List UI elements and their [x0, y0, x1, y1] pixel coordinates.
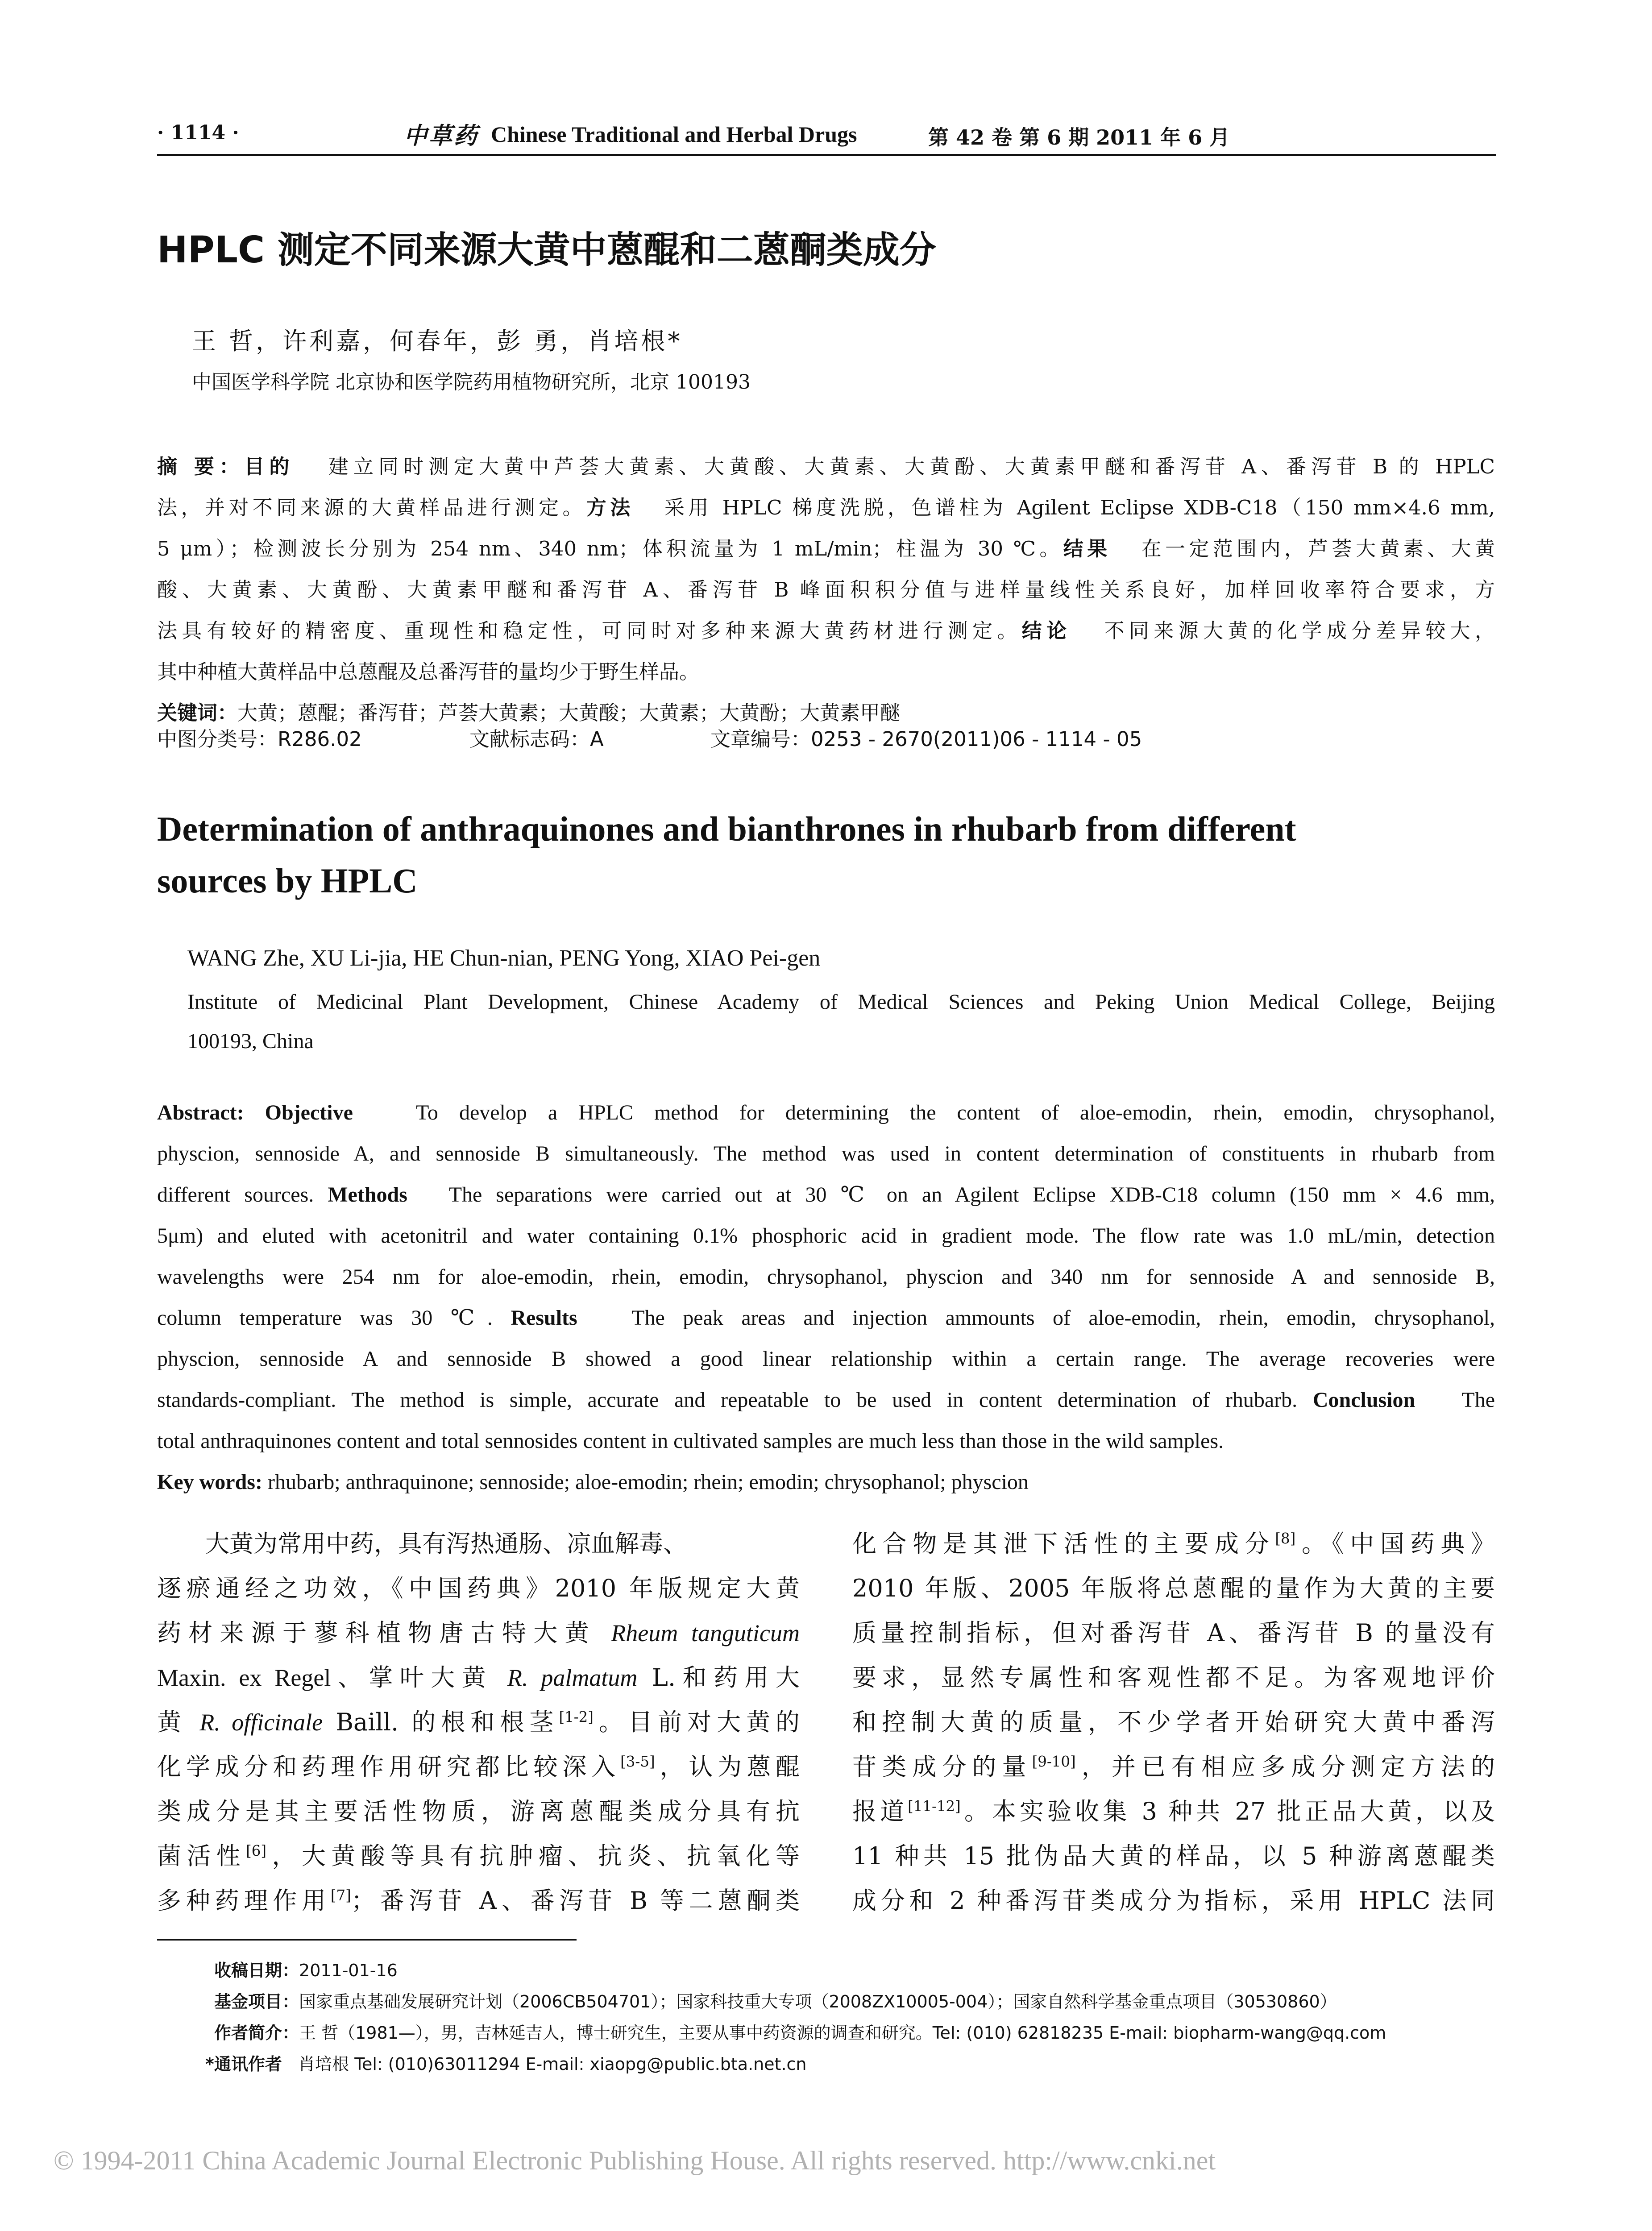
body-line: ，并已有相应多成分测定方法的 — [1075, 1753, 1495, 1781]
body-line: ；番泻苷 A、番泻苷 B 等二蒽酮类 — [351, 1887, 800, 1915]
body-line: 成分和 2 种番泻苷类成分为指标，采用 HPLC 法同 — [852, 1887, 1495, 1915]
body-line: 黄 — [157, 1708, 187, 1736]
clc-number: 中图分类号：R286.02 — [157, 727, 362, 751]
abstract-cn-line: 5 μm）；检测波长分别为 254 nm、340 nm；体积流量为 1 mL/min；柱温为 30 ℃。 — [157, 537, 1063, 560]
footnote-rule — [157, 1939, 577, 1941]
footnote-label: *通讯作者 — [205, 2054, 282, 2074]
keywords-en: rhubarb; anthraquinone; sennoside; aloe-emodin; rhein; emodin; chrysophanol; physcion — [267, 1470, 1029, 1494]
keywords-cn-label: 关键词： — [157, 701, 238, 725]
authors-en: WANG Zhe, XU Li-jia, HE Chun-nian, PENG Yong, XIAO Pei-gen — [187, 945, 821, 971]
article-number: 文章编号：0253 - 2670(2011)06 - 1114 - 05 — [710, 727, 1142, 751]
copyright-notice: © 1994-2011 China Academic Journal Electronic Publishing House. All rights reserved. http://www.cnki.net — [54, 2146, 1216, 2175]
body-line: 11 种共 15 批伪品大黄的样品，以 5 种游离蒽醌类 — [852, 1842, 1495, 1870]
abstract-cn-line: 法，并对不同来源的大黄样品进行测定。 — [157, 496, 586, 519]
reference-citation: [3-5] — [620, 1753, 655, 1770]
fund-text: 国家重点基础发展研究计划（2006CB504701）；国家科技重大专项（2008ZX10005-004）；国家自然科学基金重点项目（30530860） — [299, 1992, 1337, 2011]
body-line: 化合物是其泄下活性的主要成分 — [852, 1530, 1275, 1558]
document-code: 文献标志码：A — [469, 727, 604, 751]
abstract-en-line: 5μm) and eluted with acetonitril and water containing 0.1% phosphoric acid in gradient mode. The flow rate was 1.0 mL/min, detection — [157, 1224, 1495, 1248]
abstract-en-line: The peak areas and injection ammounts of aloe-emodin, rhein, emodin, chrysophanol, — [631, 1306, 1495, 1330]
species-name: R. palmatum — [507, 1664, 638, 1691]
body-line: 。本实验收集 3 种共 27 批正品大黄，以及 — [960, 1797, 1495, 1825]
abstract-cn-line: 不同来源大黄的化学成分差异较大， — [1104, 619, 1495, 643]
body-line: 。《中国药典》 — [1295, 1530, 1495, 1558]
abstract-cn-line: 其中种植大黄样品中总蒽醌及总番泻苷的量均少于野生样品。 — [157, 660, 700, 684]
abstract-cn-line: 酸、大黄素、大黄酚、大黄素甲醚和番泻苷 A、番泻苷 B 峰面积积分值与进样量线性关系良好，加样回收率符合要求，方 — [157, 578, 1495, 601]
reference-citation: [9-10] — [1032, 1753, 1076, 1770]
article-title-cn: HPLC 测定不同来源大黄中蒽醌和二蒽酮类成分 — [157, 229, 936, 271]
abstract-cn-line: 在一定范围内，芦荟大黄素、大黄 — [1141, 537, 1495, 560]
abstract-cn — [157, 446, 1495, 734]
affiliation-en-line: Institute of Medicinal Plant Development, Chinese Academy of Medical Sciences and Peking Union Medical College, Beijing — [187, 990, 1495, 1014]
abstract-en-line: column temperature was 30 ℃. — [157, 1306, 493, 1330]
article-title-en — [157, 803, 1491, 907]
conclusion-label-cn: 结论 — [1021, 619, 1071, 643]
reference-citation: [1-2] — [559, 1708, 594, 1725]
species-name: R. officinale — [199, 1709, 323, 1736]
species-name: Rheum tanguticum — [611, 1620, 800, 1646]
methods-label-en: Methods — [328, 1183, 407, 1207]
affiliation-en-line: 100193, China — [187, 1029, 314, 1053]
body-line: L.和药用大 — [652, 1663, 800, 1692]
abstract-en-line: standards-compliant. The method is simple, accurate and repeatable to be used in content determination of rhubarb. — [157, 1388, 1298, 1412]
body-line: 大黄为常用中药，具有泻热通肠、凉血解毒、 — [205, 1530, 687, 1558]
body-line: 化学成分和药理作用研究都比较深入 — [157, 1753, 621, 1781]
received-date: 2011-01-16 — [299, 1961, 398, 1980]
corresponding-author: 肖培根 Tel: (010)63011294 E-mail: xiaopg@public.bta.net.cn — [298, 2054, 807, 2074]
body-line: 和控制大黄的质量，不少学者开始研究大黄中番泻 — [852, 1708, 1495, 1736]
journal-name-en: Chinese Traditional and Herbal Drugs — [491, 122, 857, 147]
body-line: 药材来源于蓼科植物唐古特大黄 — [157, 1619, 596, 1647]
abstract-cn-label: 摘 要： — [157, 455, 245, 478]
body-line: 苷类成分的量 — [852, 1753, 1032, 1781]
abstract-cn-line: 法具有较好的精密度、重现性和稳定性，可同时对多种来源大黄药材进行测定。 — [157, 619, 1022, 643]
abstract-cn-line: 建立同时测定大黄中芦荟大黄素、大黄酸、大黄素、大黄酚、大黄素甲醚和番泻苷 A、番泻苷 B 的 HPLC — [328, 455, 1495, 478]
footnote-label: 基金项目： — [214, 1992, 299, 2011]
affiliation-en — [187, 983, 1495, 1061]
page-number: · 1114 · — [157, 121, 239, 144]
conclusion-label-en: Conclusion — [1312, 1388, 1415, 1412]
body-line: 逐瘀通经之功效，《中国药典》2010 年版规定大黄 — [157, 1574, 800, 1602]
body-line: ，大黄酸等具有抗肿瘤、抗炎、抗氧化等 — [266, 1842, 800, 1870]
title-en-line: Determination of anthraquinones and bianthrones in rhubarb from different — [157, 809, 1296, 848]
abstract-cn-line: 采用 HPLC 梯度洗脱，色谱柱为 Agilent Eclipse XDB-C18（150 mm×4.6 mm, — [664, 496, 1495, 519]
body-line: ，认为蒽醌 — [655, 1753, 800, 1781]
journal-name-cn: 中草药 — [404, 122, 479, 149]
body-line: Baill. 的根和根茎 — [336, 1708, 559, 1736]
body-line: Maxin. ex Regel、掌叶大黄 — [157, 1664, 493, 1691]
abstract-en-line: physcion, sennoside A and sennoside B showed a good linear relationship within a certain range. The average recoveries were — [157, 1347, 1495, 1371]
body-line: 2010 年版、2005 年版将总蒽醌的量作为大黄的主要 — [852, 1574, 1495, 1602]
body-column-right — [852, 1522, 1495, 1923]
results-label-cn: 结果 — [1063, 537, 1111, 560]
authors-cn: 王 哲，许利嘉，何春年，彭 勇，肖培根* — [192, 327, 683, 355]
body-line: 质量控制指标，但对番泻苷 A、番泻苷 B 的量没有 — [852, 1619, 1495, 1647]
abstract-en-label: Abstract: — [157, 1101, 244, 1124]
body-line: 报道 — [852, 1797, 908, 1825]
journal-issue: 第 42 卷 第 6 期 2011 年 6 月 — [928, 125, 1230, 149]
objective-label-cn: 目的 — [244, 455, 295, 478]
abstract-en-line: wavelengths were 254 nm for aloe-emodin, rhein, emodin, chrysophanol, physcion and 340 nm for sennoside A and sennoside B, — [157, 1265, 1495, 1289]
footnote-fund — [214, 1988, 1337, 2012]
abstract-en-line: total anthraquinones content and total sennosides content in cultivated samples are much less than those in the wild samples. — [157, 1429, 1224, 1453]
reference-citation: [7] — [330, 1887, 351, 1904]
keywords-cn: 大黄；蒽醌；番泻苷；芦荟大黄素；大黄酸；大黄素；大黄酚；大黄素甲醚 — [237, 701, 901, 725]
abstract-en-line: The — [1461, 1388, 1495, 1412]
footnote-author — [214, 2019, 1386, 2044]
title-en-line: sources by HPLC — [157, 861, 418, 900]
keywords-en-label: Key words: — [157, 1470, 262, 1494]
body-line: 要求，显然专属性和客观性都不足。为客观地评价 — [852, 1663, 1495, 1692]
abstract-en-line: different sources. — [157, 1183, 314, 1207]
body-line: 。目前对大黄的 — [593, 1708, 800, 1736]
author-bio: 王 哲（1981—），男，吉林延吉人，博士研究生，主要从事中药资源的调查和研究。Tel: (010) 62818235 E-mail: biopharm-wang@qq.com — [299, 2023, 1386, 2043]
footnote-label: 作者简介： — [214, 2023, 299, 2043]
footnote-received — [214, 1957, 398, 1981]
header-rule — [157, 154, 1496, 156]
objective-label-en: Objective — [265, 1101, 353, 1124]
body-line: 菌活性 — [157, 1842, 246, 1870]
footnote-label: 收稿日期： — [214, 1961, 299, 1980]
reference-citation: [8] — [1275, 1530, 1296, 1547]
abstract-en — [157, 1093, 1495, 1504]
reference-citation: [6] — [246, 1842, 267, 1859]
abstract-en-line: The separations were carried out at 30 ℃ on an Agilent Eclipse XDB-C18 column (150 mm × 4.6 mm, — [448, 1183, 1495, 1207]
reference-citation: [11-12] — [908, 1798, 961, 1815]
body-column-left — [157, 1522, 800, 1923]
abstract-en-line: physcion, sennoside A, and sennoside B simultaneously. The method was used in content determination of constituents in rhubarb from — [157, 1142, 1495, 1165]
affiliation-cn: 中国医学科学院 北京协和医学院药用植物研究所，北京 100193 — [192, 371, 751, 394]
methods-label-cn: 方法 — [586, 496, 634, 519]
body-line: 类成分是其主要活性物质，游离蒽醌类成分具有抗 — [157, 1797, 800, 1825]
results-label-en: Results — [511, 1306, 577, 1330]
footnote-corresponding — [205, 2050, 807, 2075]
abstract-en-line: To develop a HPLC method for determining the content of aloe-emodin, rhein, emodin, chrysophanol, — [415, 1101, 1495, 1124]
body-line: 多种药理作用 — [157, 1887, 331, 1915]
